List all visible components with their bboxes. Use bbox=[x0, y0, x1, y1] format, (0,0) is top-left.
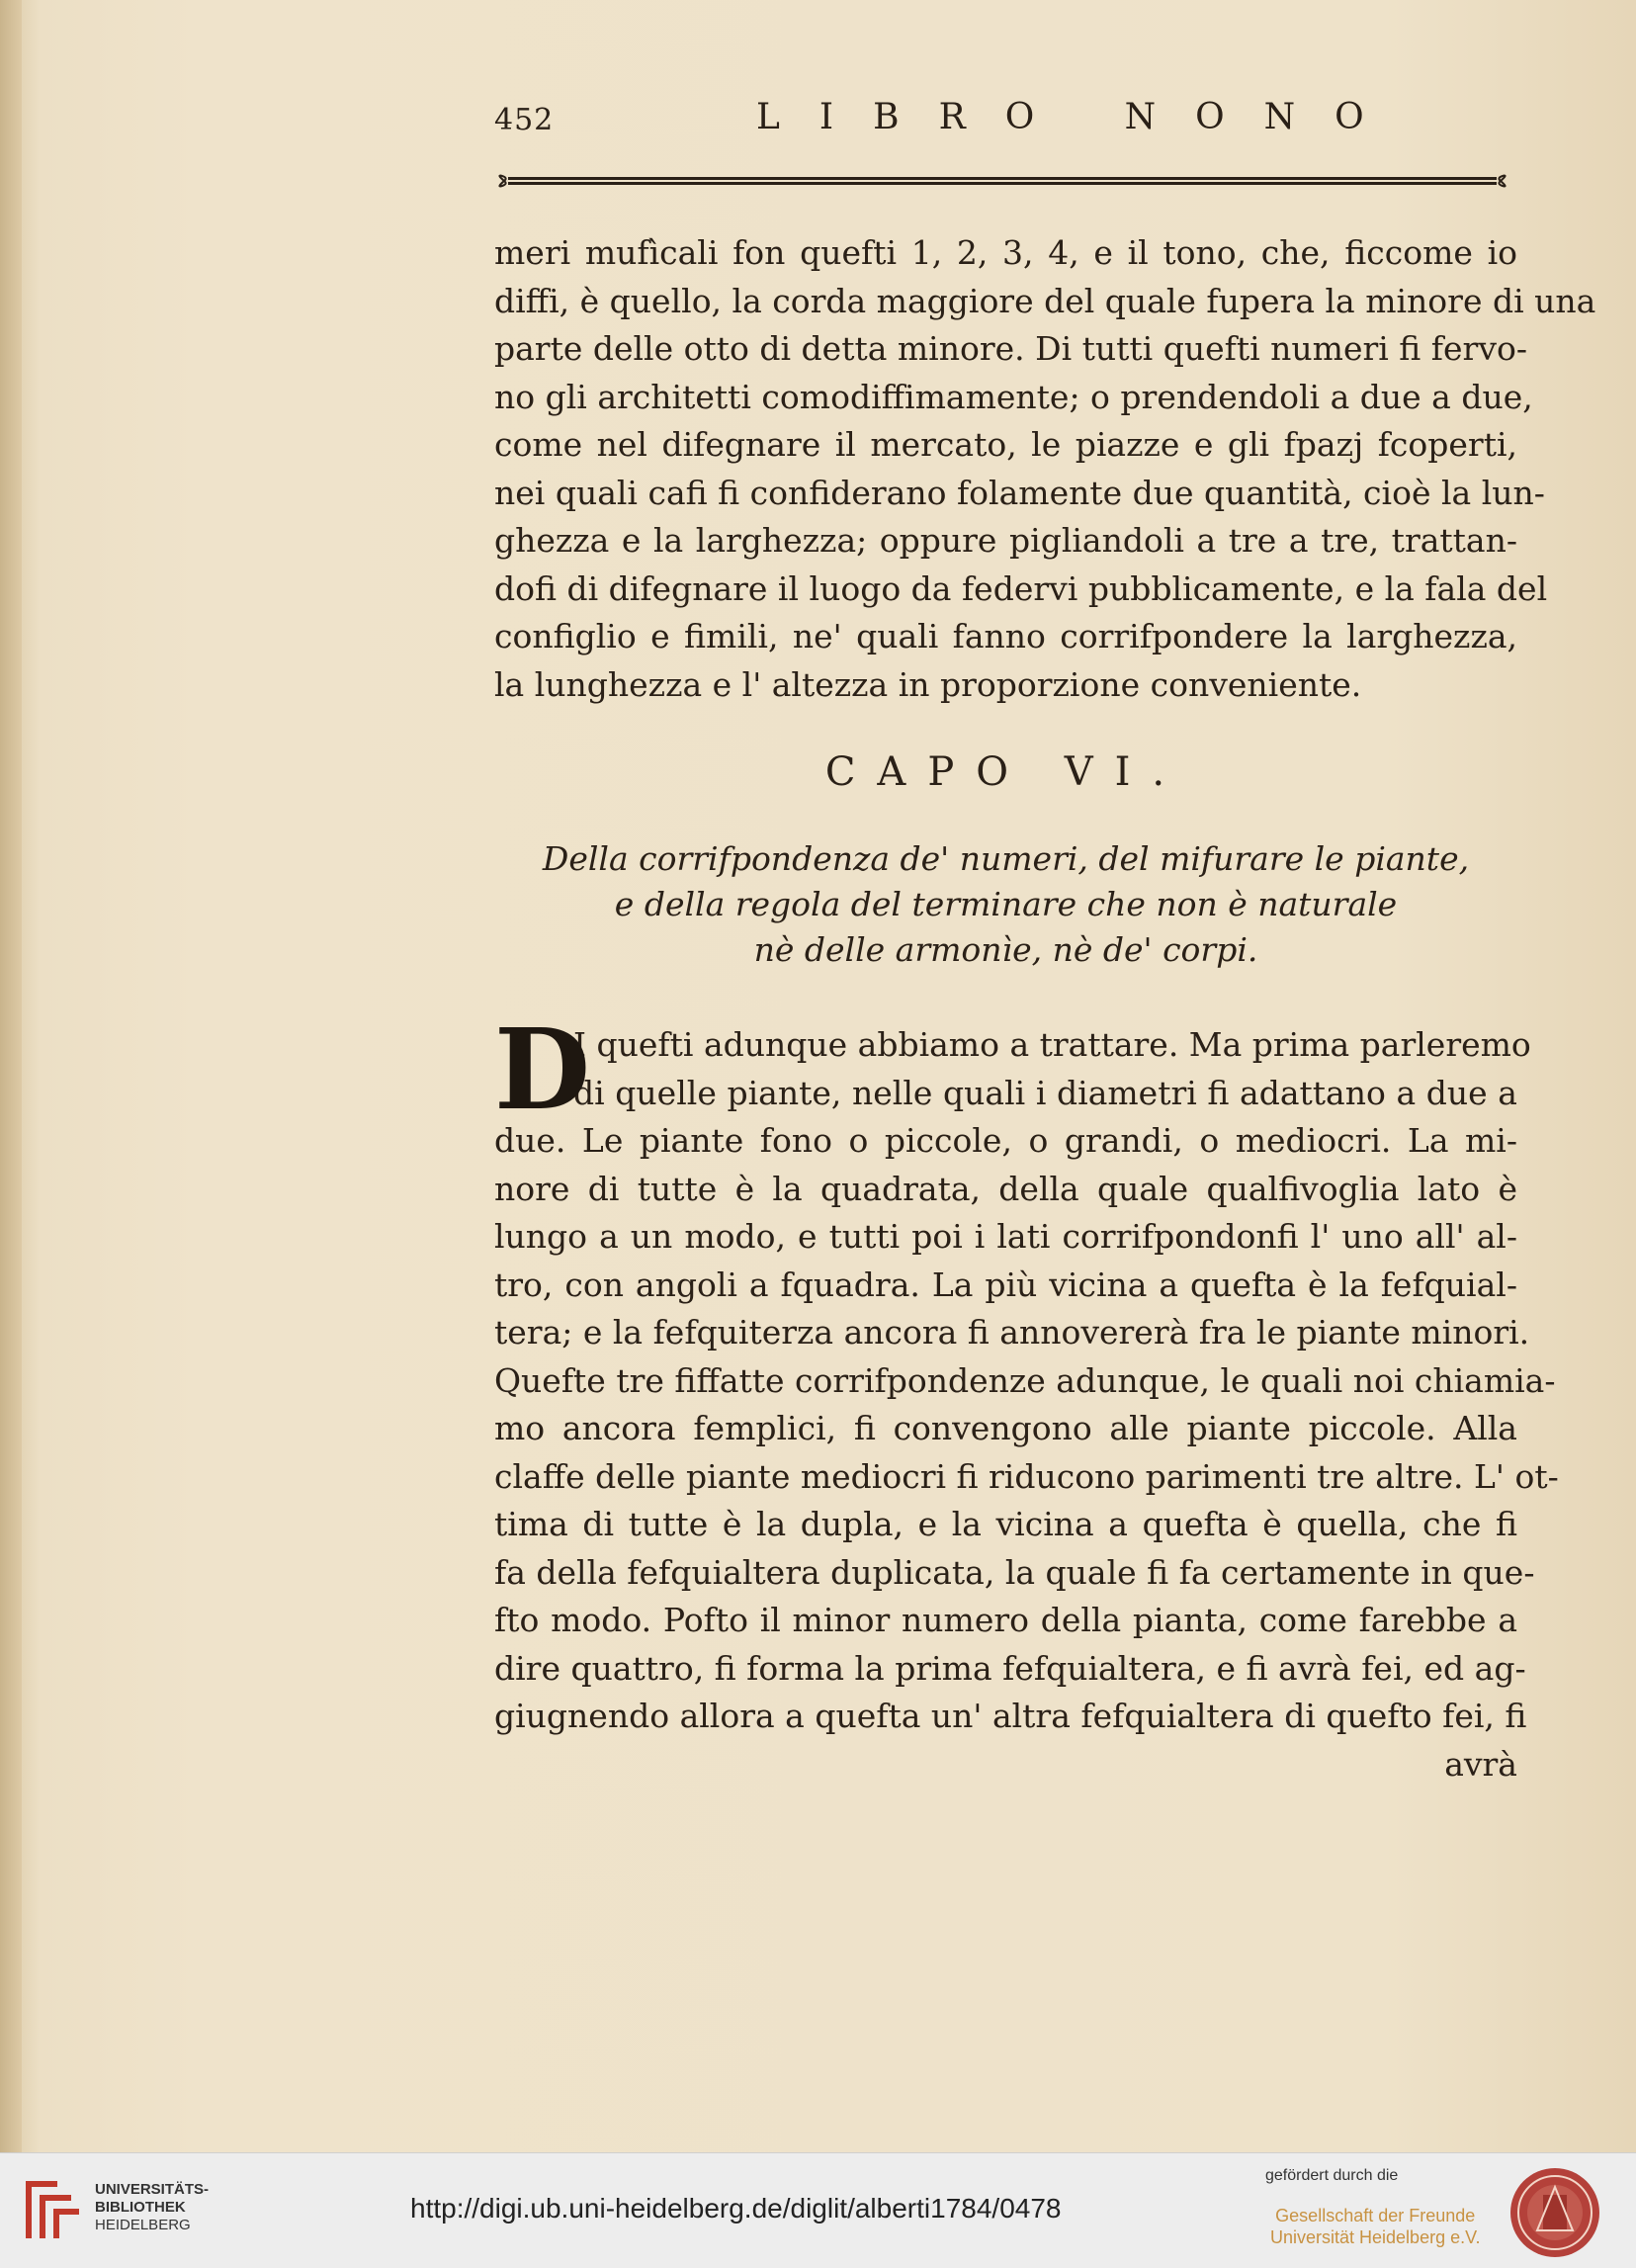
subtitle-line: Della corrifpondenza de' numeri, del mifurare le piante, bbox=[542, 839, 1470, 878]
text-line: due. Le piante fono o piccole, o grandi, o mediocri. La mi- bbox=[494, 1121, 1517, 1160]
drop-capital: D bbox=[494, 1005, 591, 1135]
text-line: mo ancora femplici, fi convengono alle piante piccole. Alla bbox=[494, 1409, 1517, 1447]
text-line: lungo a un modo, e tutti poi i lati corrifpondonfi l' uno all' al- bbox=[494, 1217, 1517, 1256]
text-line: configlio e fimili, ne' quali fanno corrifpondere la larghezza, bbox=[494, 617, 1517, 655]
text-line: tima di tutte è la dupla, e la vicina a quefta è quella, che fi bbox=[494, 1505, 1517, 1543]
sponsor-name bbox=[1270, 2205, 1480, 2248]
sponsor-line: Universität Heidelberg e.V. bbox=[1270, 2227, 1481, 2247]
text-line: dofi di difegnare il luogo da federvi pubblicamente, e la fala del bbox=[494, 568, 1548, 608]
text-line: dire quattro, fi forma la prima fefquialtera, e fi avrà fei, ed ag- bbox=[494, 1648, 1526, 1688]
university-library-logo-icon bbox=[18, 2173, 87, 2246]
sponsor-line: Gesellschaft der Freunde bbox=[1275, 2206, 1476, 2225]
text-line: tro, con angoli a fquadra. La più vicina a quefta è la fefquial- bbox=[494, 1265, 1517, 1304]
text-line: tera; e la fefquiterza ancora fi annovererà fra le piante minori. bbox=[494, 1313, 1530, 1352]
ornamental-rule bbox=[494, 172, 1512, 190]
text-line: claffe delle piante mediocri fi riducono parimenti tre altre. L' ot- bbox=[494, 1456, 1559, 1496]
library-name-line: BIBLIOTHEK bbox=[95, 2199, 186, 2216]
text-line: nore di tutte è la quadrata, della quale qualfivoglia lato è bbox=[494, 1169, 1517, 1208]
chapter-title: CAPO VI. bbox=[824, 749, 1187, 795]
running-head bbox=[494, 97, 1503, 146]
subtitle-line: e della regola del terminare che non è naturale bbox=[614, 885, 1398, 923]
chapter-subtitle bbox=[494, 836, 1517, 973]
text-line: I quefti adunque abbiamo a trattare. Ma prima parleremo bbox=[573, 1025, 1531, 1064]
text-line: no gli architetti comodiffimamente; o prendendoli a due a due, bbox=[494, 377, 1533, 416]
text-line: fto modo. Pofto il minor numero della pianta, come farebbe a bbox=[494, 1601, 1517, 1639]
library-name bbox=[95, 2181, 209, 2234]
permalink-url[interactable]: http://digi.ub.uni-heidelberg.de/diglit/alberti1784/0478 bbox=[410, 2193, 1062, 2224]
text-line: ghezza e la larghezza; oppure pigliandoli a tre a tre, trattan- bbox=[494, 521, 1517, 560]
text-line: parte delle otto di detta minore. Di tutti quefti numeri fi fervo- bbox=[494, 329, 1527, 368]
text-line: meri mufìcali fon quefti 1, 2, 3, 4, e il tono, che, ficcome io bbox=[494, 233, 1517, 272]
page-number: 452 bbox=[494, 103, 555, 137]
text-line: la lunghezza e l' altezza in proporzione conveniente. bbox=[494, 664, 1362, 704]
text-line: fa della fefquialtera duplicata, la quale fi fa certamente in que- bbox=[494, 1552, 1535, 1592]
viewer-footer bbox=[0, 2152, 1636, 2268]
text-line: come nel difegnare il mercato, le piazze e gli fpazj fcoperti, bbox=[494, 425, 1517, 464]
text-line: giugnendo allora a quefta un' altra fefquialtera di quefto fei, fi bbox=[494, 1697, 1527, 1735]
paragraph-continued bbox=[494, 229, 1596, 709]
library-name-line: UNIVERSITÄTS- bbox=[95, 2181, 210, 2198]
running-title: LIBRO NONO bbox=[756, 97, 1404, 137]
catchword: avrà bbox=[1444, 1744, 1517, 1784]
paragraph-chapter-body bbox=[494, 1005, 1559, 1788]
text-line: Quefte tre fiffatte corrifpondenze adunque, le quali noi chiamia- bbox=[494, 1360, 1556, 1400]
text-line: diffi, è quello, la corda maggiore del quale fupera la minore di una bbox=[494, 281, 1596, 320]
subtitle-line: nè delle armonìe, nè de' corpi. bbox=[753, 930, 1258, 969]
funded-by-label: gefördert durch die bbox=[1265, 2167, 1399, 2184]
library-name-line: HEIDELBERG bbox=[95, 2217, 191, 2233]
text-line: di quelle piante, nelle quali i diametri fi adattano a due a bbox=[573, 1073, 1517, 1112]
university-seal-icon bbox=[1507, 2165, 1602, 2260]
text-line: nei quali cafi fi confiderano folamente due quantità, cioè la lun- bbox=[494, 473, 1545, 512]
